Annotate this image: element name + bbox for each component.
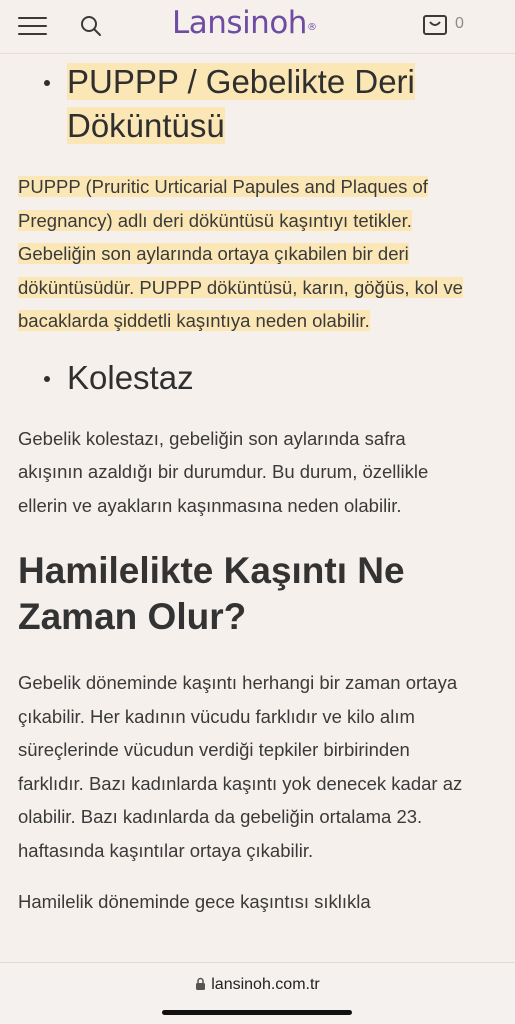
- kolestaz-heading: Kolestaz: [67, 358, 194, 396]
- list-item-kolestaz: [0, 356, 515, 400]
- bullet-dot: [44, 376, 50, 382]
- cart-count: 0: [455, 15, 464, 32]
- url-text: lansinoh.com.tr: [211, 976, 320, 993]
- next-paragraph: Hamilelik döneminde gece kaşıntısı sıklıkla: [18, 891, 371, 912]
- search-icon[interactable]: [80, 15, 102, 37]
- brand-logo[interactable]: [172, 5, 316, 41]
- site-header: [0, 0, 515, 54]
- menu-icon[interactable]: [18, 17, 47, 37]
- puppp-heading: PUPPP / Gebelikte Deri Döküntüsü: [67, 63, 415, 144]
- lock-icon: [195, 977, 206, 991]
- home-indicator[interactable]: [162, 1010, 352, 1015]
- url-display[interactable]: [0, 976, 515, 994]
- cart-icon[interactable]: [422, 13, 448, 37]
- browser-address-bar[interactable]: [0, 962, 515, 1024]
- puppp-paragraph: PUPPP (Pruritic Urticarial Papules and Plaques of Pregnancy) adlı deri döküntüsü kaşıntıyı tetikler. Gebeliğin son aylarında ortaya çıkabilen bir deri döküntüsüdür. PUPPP döküntüsü, karın, göğüs, kol ve bacaklarda şiddetli kaşıntıya neden olabilir.: [18, 176, 463, 331]
- section-paragraph: Gebelik döneminde kaşıntı herhangi bir zaman ortaya çıkabilir. Her kadının vücudu farklıdır ve kilo alım süreçlerinde vücudun verdiği tepkiler birbirinden farklıdır. Bazı kadınlarda kaşıntı yok denecek kadar az olabilir. Bazı kadınlarda da gebeliğin ortalama 23. haftasında kaşıntılar ortaya çıkabilir.: [18, 672, 463, 861]
- logo-text: Lansinoh: [172, 5, 307, 41]
- bullet-dot: [44, 80, 50, 86]
- list-item-puppp: [0, 60, 470, 148]
- kolestaz-paragraph: Gebelik kolestazı, gebeliğin son aylarında safra akışının azaldığı bir durumdur. Bu durum, özellikle ellerin ve ayakların kaşınmasına neden olabilir.: [18, 427, 429, 516]
- article-body: [0, 54, 515, 919]
- logo-registered-mark: ®: [306, 22, 317, 33]
- section-heading: Hamilelikte Kaşıntı Ne Zaman Olur?: [18, 550, 405, 637]
